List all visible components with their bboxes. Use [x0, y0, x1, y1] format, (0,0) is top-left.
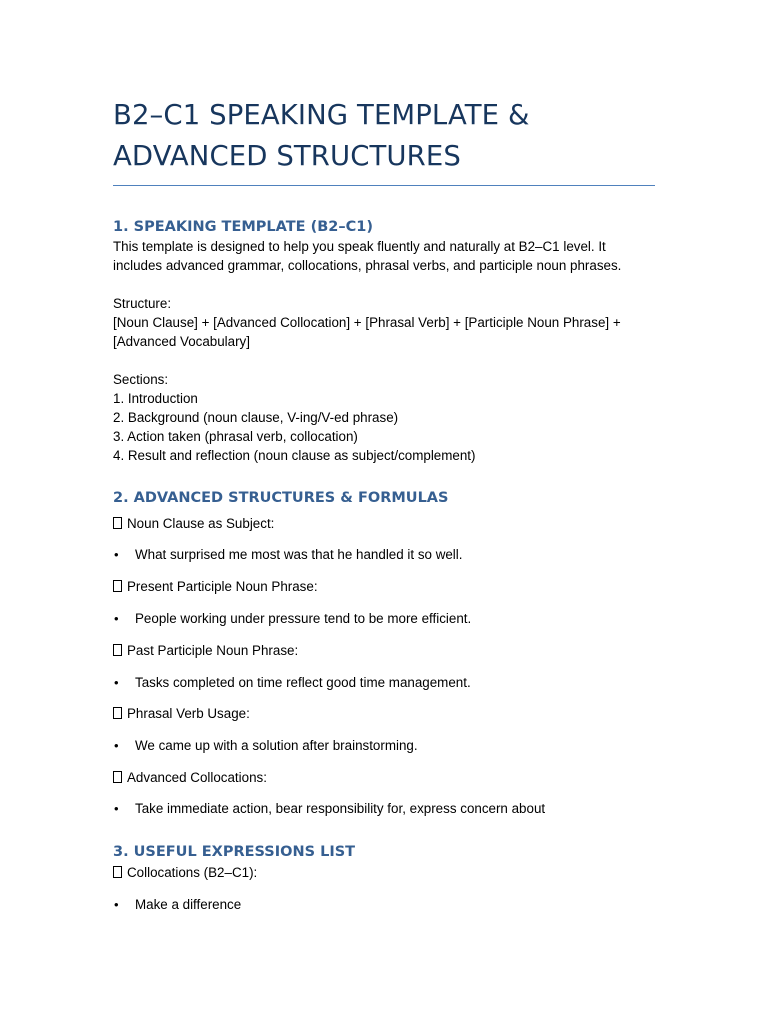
bullet-icon: •: [114, 547, 119, 562]
bullet-icon: •: [114, 801, 119, 816]
sections-item: 1. Introduction: [113, 391, 198, 406]
structure-label: Structure:: [113, 296, 172, 311]
intro-text-line-2: includes advanced grammar, collocations, phrasal verbs, and participle noun phrases.: [113, 258, 622, 273]
example-bullet: • Tasks completed on time reflect good time management.: [114, 675, 471, 690]
example-bullet: • Take immediate action, bear responsibility for, express concern about: [114, 801, 546, 816]
structure-formula-line-1: [Noun Clause] + [Advanced Collocation] + [Phrasal Verb] + [Participle Noun Phrase] +: [113, 315, 621, 330]
intro-text-line-1: This template is designed to help you speak fluently and naturally at B2–C1 level. It: [113, 239, 606, 254]
section-heading-advanced-structures: 2. ADVANCED STRUCTURES & FORMULAS: [113, 490, 449, 506]
checkbox-glyph-icon: [113, 707, 122, 719]
document-page: [113, 95, 658, 914]
structure-group-label: Advanced Collocations:: [113, 768, 658, 787]
checkbox-glyph-icon: [113, 517, 122, 529]
checkbox-glyph-icon: [113, 580, 122, 592]
structure-group-label: Noun Clause as Subject:: [113, 514, 658, 533]
bullet-icon: •: [114, 738, 119, 753]
structure-formula-line-2: [Advanced Vocabulary]: [113, 334, 250, 349]
sections-label: Sections:: [113, 372, 169, 387]
example-bullet: • Make a difference: [114, 897, 242, 912]
example-bullet: • People working under pressure tend to be more efficient.: [114, 611, 472, 626]
section-heading-speaking-template: 1. SPEAKING TEMPLATE (B2–C1): [113, 219, 373, 235]
checkbox-glyph-icon: [113, 644, 122, 656]
bullet-icon: •: [114, 611, 119, 626]
section-heading-useful-expressions: 3. USEFUL EXPRESSIONS LIST: [113, 844, 356, 860]
structure-group-label: Present Participle Noun Phrase:: [113, 577, 658, 596]
bullet-icon: •: [114, 675, 119, 690]
document-title: [113, 95, 658, 177]
example-bullet: • What surprised me most was that he handled it so well.: [114, 547, 463, 562]
sections-item: 4. Result and reflection (noun clause as subject/complement): [113, 448, 476, 463]
checkbox-glyph-icon: [113, 866, 122, 878]
document-title-line-1: B2–C1 SPEAKING TEMPLATE &: [113, 99, 530, 131]
checkbox-glyph-icon: [113, 771, 122, 783]
structure-group-label: Phrasal Verb Usage:: [113, 704, 658, 723]
bullet-icon: •: [114, 897, 119, 912]
structure-group-label: Collocations (B2–C1):: [113, 863, 658, 882]
document-title-line-2: ADVANCED STRUCTURES: [113, 140, 461, 172]
structure-group-label: Past Participle Noun Phrase:: [113, 641, 658, 660]
sections-item: 2. Background (noun clause, V-ing/V-ed phrase): [113, 410, 399, 425]
sections-item: 3. Action taken (phrasal verb, collocation): [113, 429, 358, 444]
example-bullet: • We came up with a solution after brainstorming.: [114, 738, 418, 753]
